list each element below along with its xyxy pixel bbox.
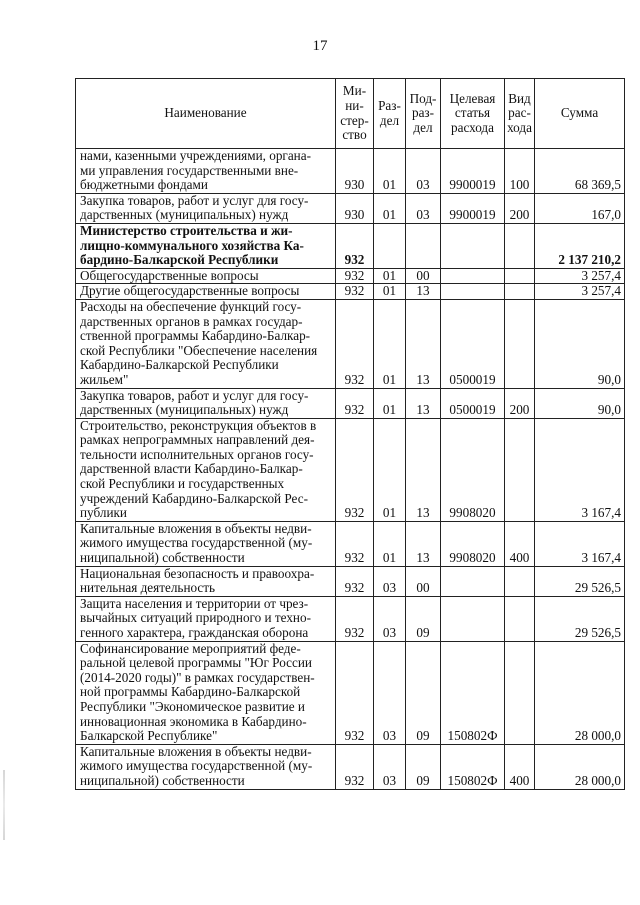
- cell-type: 200: [505, 388, 535, 418]
- scan-artifact: [3, 770, 5, 840]
- cell-name: Закупка товаров, работ и услуг для госу- дарственных (муниципальных) нужд: [76, 193, 336, 223]
- table-row: [76, 193, 625, 223]
- cell-section: 01: [374, 193, 406, 223]
- header-section-text: Раз- дел: [378, 97, 401, 128]
- budget-table: [75, 78, 625, 790]
- cell-type: [505, 418, 535, 521]
- cell-type: [505, 596, 535, 641]
- cell-sum: 29 526,5: [535, 596, 625, 641]
- cell-name: Софинансирование мероприятий феде- ральной целевой программы "Юг России (2014-2020 годы)" в рамках государствен- ной программы Кабардино-Балкарской Республики "Экономическое развитие и инновационная экономика в Кабардино- Балкарской Республике": [76, 641, 336, 744]
- cell-target: [441, 223, 505, 268]
- cell-sum: 29 526,5: [535, 566, 625, 596]
- cell-sum: 90,0: [535, 388, 625, 418]
- cell-sum: 3 257,4: [535, 284, 625, 300]
- cell-subsection: 00: [406, 566, 441, 596]
- header-ministry-text: Ми- ни- стер- ство: [340, 83, 369, 143]
- table-header-row: [76, 79, 625, 149]
- cell-name: Другие общегосударственные вопросы: [76, 284, 336, 300]
- header-type: [505, 79, 535, 149]
- cell-type: [505, 268, 535, 284]
- table-row: [76, 284, 625, 300]
- cell-ministry: 932: [336, 641, 374, 744]
- cell-type: 400: [505, 744, 535, 789]
- cell-subsection: 13: [406, 284, 441, 300]
- cell-sum: 3 167,4: [535, 521, 625, 566]
- cell-sum: 68 369,5: [535, 149, 625, 194]
- cell-target: 9908020: [441, 521, 505, 566]
- cell-name: Капитальные вложения в объекты недви- жимого имущества государственной (му- ниципальной) собственности: [76, 521, 336, 566]
- cell-ministry: 932: [336, 418, 374, 521]
- header-type-text: Вид рас- хода: [507, 90, 532, 135]
- header-target: [441, 79, 505, 149]
- cell-target: [441, 268, 505, 284]
- cell-name: Защита населения и территории от чрез- вычайных ситуаций природного и техно- генного характера, гражданская оборона: [76, 596, 336, 641]
- cell-ministry: 930: [336, 193, 374, 223]
- table-row: [76, 521, 625, 566]
- cell-section: 01: [374, 418, 406, 521]
- cell-sum: 3 167,4: [535, 418, 625, 521]
- cell-type: 400: [505, 521, 535, 566]
- table-row: [76, 418, 625, 521]
- cell-type: [505, 223, 535, 268]
- table-row: [76, 744, 625, 789]
- cell-section: 03: [374, 641, 406, 744]
- cell-name: нами, казенными учреждениями, органа- ми управления государственными вне- бюджетными фондами: [76, 149, 336, 194]
- cell-section: 03: [374, 596, 406, 641]
- table-body: [76, 149, 625, 790]
- cell-sum: 2 137 210,2: [535, 223, 625, 268]
- table-row: [76, 566, 625, 596]
- cell-ministry: 932: [336, 744, 374, 789]
- table-row: [76, 299, 625, 388]
- cell-ministry: 932: [336, 299, 374, 388]
- cell-sum: 28 000,0: [535, 641, 625, 744]
- cell-subsection: 09: [406, 744, 441, 789]
- cell-ministry: 932: [336, 596, 374, 641]
- cell-section: 01: [374, 268, 406, 284]
- cell-target: [441, 284, 505, 300]
- cell-subsection: 09: [406, 641, 441, 744]
- cell-sum: 90,0: [535, 299, 625, 388]
- table-row: [76, 596, 625, 641]
- cell-ministry: 930: [336, 149, 374, 194]
- cell-subsection: 09: [406, 596, 441, 641]
- cell-type: 100: [505, 149, 535, 194]
- cell-target: 0500019: [441, 299, 505, 388]
- cell-ministry: 932: [336, 223, 374, 268]
- cell-name: Общегосударственные вопросы: [76, 268, 336, 284]
- cell-name: Национальная безопасность и правоохра- нительная деятельность: [76, 566, 336, 596]
- cell-target: 150802Ф: [441, 641, 505, 744]
- cell-target: 9900019: [441, 193, 505, 223]
- cell-sum: 167,0: [535, 193, 625, 223]
- cell-subsection: 13: [406, 521, 441, 566]
- cell-ministry: 932: [336, 388, 374, 418]
- cell-subsection: 13: [406, 388, 441, 418]
- cell-subsection: [406, 223, 441, 268]
- cell-section: [374, 223, 406, 268]
- table-row: [76, 149, 625, 194]
- cell-type: [505, 641, 535, 744]
- cell-type: [505, 299, 535, 388]
- page-number: 17: [312, 38, 328, 54]
- cell-section: 03: [374, 566, 406, 596]
- cell-section: 01: [374, 388, 406, 418]
- cell-subsection: 03: [406, 149, 441, 194]
- cell-name: Капитальные вложения в объекты недви- жимого имущества государственной (му- ниципальной) собственности: [76, 744, 336, 789]
- cell-section: 01: [374, 284, 406, 300]
- cell-ministry: 932: [336, 284, 374, 300]
- header-subsection: [406, 79, 441, 149]
- cell-ministry: 932: [336, 566, 374, 596]
- table-row: [76, 268, 625, 284]
- cell-type: [505, 284, 535, 300]
- cell-name: Министерство строительства и жи- лищно-коммунального хозяйства Ка- бардино-Балкарской Республики: [76, 223, 336, 268]
- cell-target: 9908020: [441, 418, 505, 521]
- cell-section: 03: [374, 744, 406, 789]
- cell-name: Закупка товаров, работ и услуг для госу- дарственных (муниципальных) нужд: [76, 388, 336, 418]
- header-target-text: Целевая статья расхода: [449, 90, 496, 135]
- header-name: Наименование: [76, 79, 336, 149]
- header-sum: Сумма: [535, 79, 625, 149]
- cell-target: [441, 596, 505, 641]
- header-section: [374, 79, 406, 149]
- cell-sum: 3 257,4: [535, 268, 625, 284]
- header-ministry: [336, 79, 374, 149]
- cell-subsection: 13: [406, 299, 441, 388]
- cell-subsection: 03: [406, 193, 441, 223]
- cell-section: 01: [374, 149, 406, 194]
- cell-subsection: 13: [406, 418, 441, 521]
- cell-target: 0500019: [441, 388, 505, 418]
- cell-name: Расходы на обеспечение функций госу- дарственных органов в рамках государ- ственной программы Кабардино-Балкар- ской Республики "Обеспечение населения Кабардино-Балкарской Республики жильем": [76, 299, 336, 388]
- cell-ministry: 932: [336, 521, 374, 566]
- table-row: [76, 223, 625, 268]
- cell-type: [505, 566, 535, 596]
- table-row: [76, 641, 625, 744]
- cell-type: 200: [505, 193, 535, 223]
- cell-target: 150802Ф: [441, 744, 505, 789]
- cell-target: 9900019: [441, 149, 505, 194]
- cell-subsection: 00: [406, 268, 441, 284]
- cell-section: 01: [374, 299, 406, 388]
- cell-sum: 28 000,0: [535, 744, 625, 789]
- header-subsection-text: Под- раз- дел: [409, 90, 437, 135]
- cell-target: [441, 566, 505, 596]
- table-row: [76, 388, 625, 418]
- cell-ministry: 932: [336, 268, 374, 284]
- cell-section: 01: [374, 521, 406, 566]
- cell-name: Строительство, реконструкция объектов в рамках непрограммных направлений дея- тельности исполнительных органов госу- дарственной власти Кабардино-Балкар- ской Республики и государственных учреждений Кабардино-Балкарской Рес- публики: [76, 418, 336, 521]
